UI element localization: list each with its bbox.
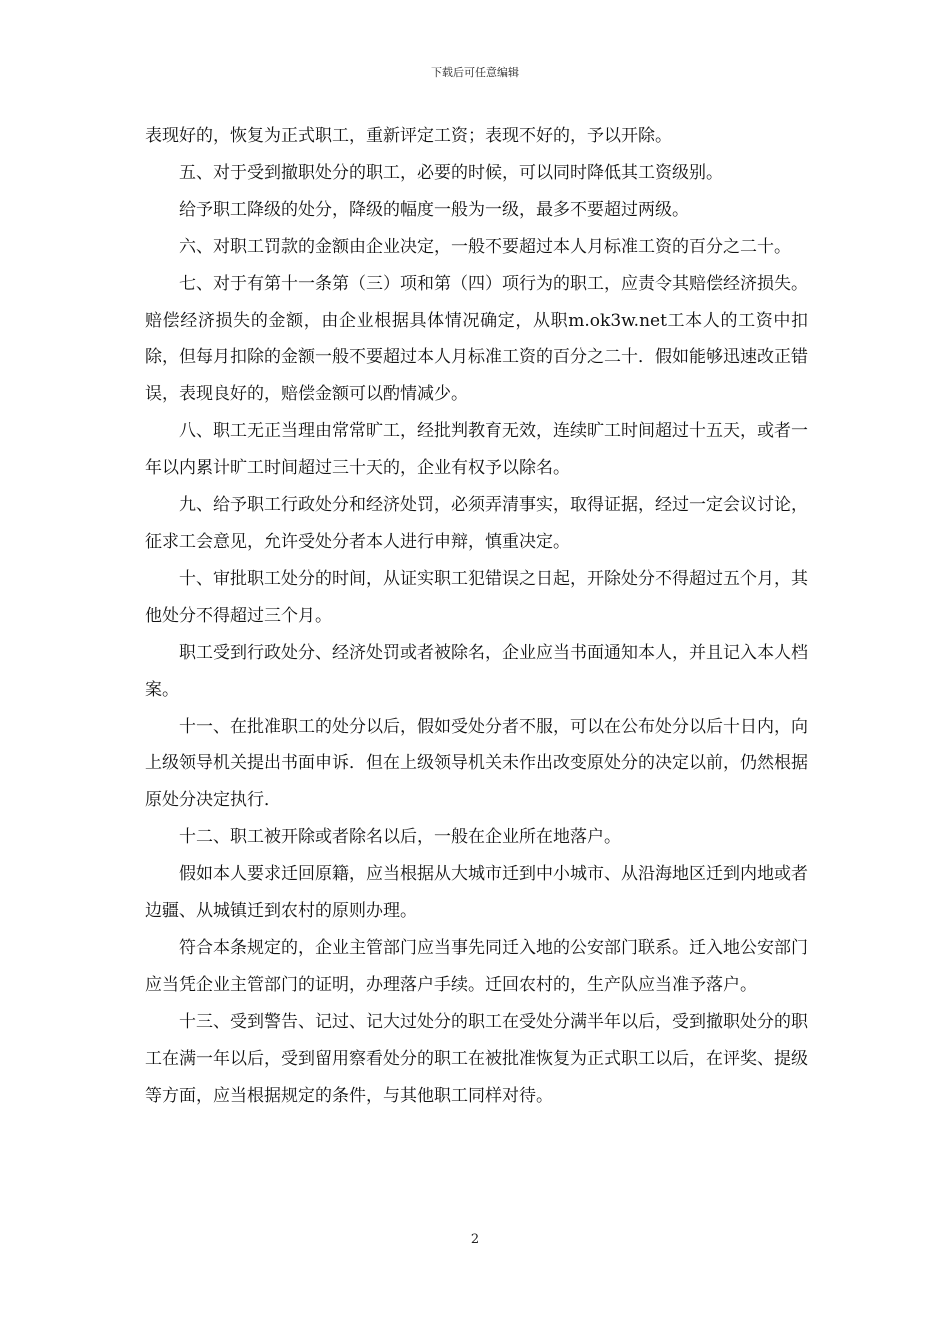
page-header: 下载后可任意编辑 (431, 66, 519, 79)
page-number: 2 (470, 1232, 480, 1247)
paragraph-article-13: 十三、受到警告、记过、记大过处分的职工在受处分满半年以后，受到撤职处分的职工在满一年以后，受到留用察看处分的职工在被批准恢复为正式职工以后，在评奖、提级等方面，应当根据规定的条件，与其他职工同样对待。 (145, 1011, 808, 1106)
paragraph-article-12: 十二、职工被开除或者除名以后，一般在企业所在地落户。 (179, 827, 621, 848)
paragraph-article-9: 九、给予职工行政处分和经济处罚，必须弄清事实，取得证据，经过一定会议讨论，征求工会意见，允许受处分者本人进行申辩，慎重决定。 (145, 495, 808, 552)
paragraph-notification: 职工受到行政处分、经济处罚或者被除名，企业应当书面通知本人，并且记入本人档案。 (145, 642, 808, 700)
paragraph-article-5: 五、对于受到撤职处分的职工，必要的时候，可以同时降低其工资级别。 (179, 162, 723, 183)
paragraph-demotion: 给予职工降级的处分，降级的幅度一般为一级，最多不要超过两级。 (179, 199, 689, 220)
paragraph-article-8: 八、职工无正当理由常常旷工，经批判教育无效，连续旷工时间超过十五天，或者一年以内累计旷工时间超过三十天的，企业有权予以除名。 (145, 421, 808, 479)
paragraph-registration: 符合本条规定的，企业主管部门应当事先同迁入地的公安部门联系。迁入地公安部门应当凭企业主管部门的证明，办理落户手续。迁回农村的，生产队应当准予落户。 (145, 937, 808, 995)
paragraph-article-7: 七、对于有第十一条第（三）项和第（四）项行为的职工，应责令其赔偿经济损失。赔偿经济损失的金额，由企业根据具体情况确定，从职m.ok3w.net工本人的工资中扣除，但每月扣除的金额一般不要超过本人月标准工资的百分之二十．假如能够迅速改正错误，表现良好的，赔偿金额可以酌情减少。 (145, 273, 808, 405)
paragraph-continuation: 表现好的，恢复为正式职工，重新评定工资；表现不好的，予以开除。 (145, 126, 672, 146)
paragraph-relocation: 假如本人要求迁回原籍，应当根据从大城市迁到中小城市、从沿海地区迁到内地或者边疆、从城镇迁到农村的原则办理。 (145, 864, 808, 922)
document-body (145, 118, 808, 1114)
paragraph-article-11: 十一、在批准职工的处分以后，假如受处分者不服，可以在公布处分以后十日内，向上级领导机关提出书面申诉．但在上级领导机关未作出改变原处分的决定以前，仍然根据原处分决定执行． (145, 716, 808, 811)
paragraph-article-10: 十、审批职工处分的时间，从证实职工犯错误之日起，开除处分不得超过五个月，其他处分不得超过三个月。 (145, 568, 808, 626)
paragraph-article-6: 六、对职工罚款的金额由企业决定，一般不要超过本人月标准工资的百分之二十。 (179, 236, 791, 257)
